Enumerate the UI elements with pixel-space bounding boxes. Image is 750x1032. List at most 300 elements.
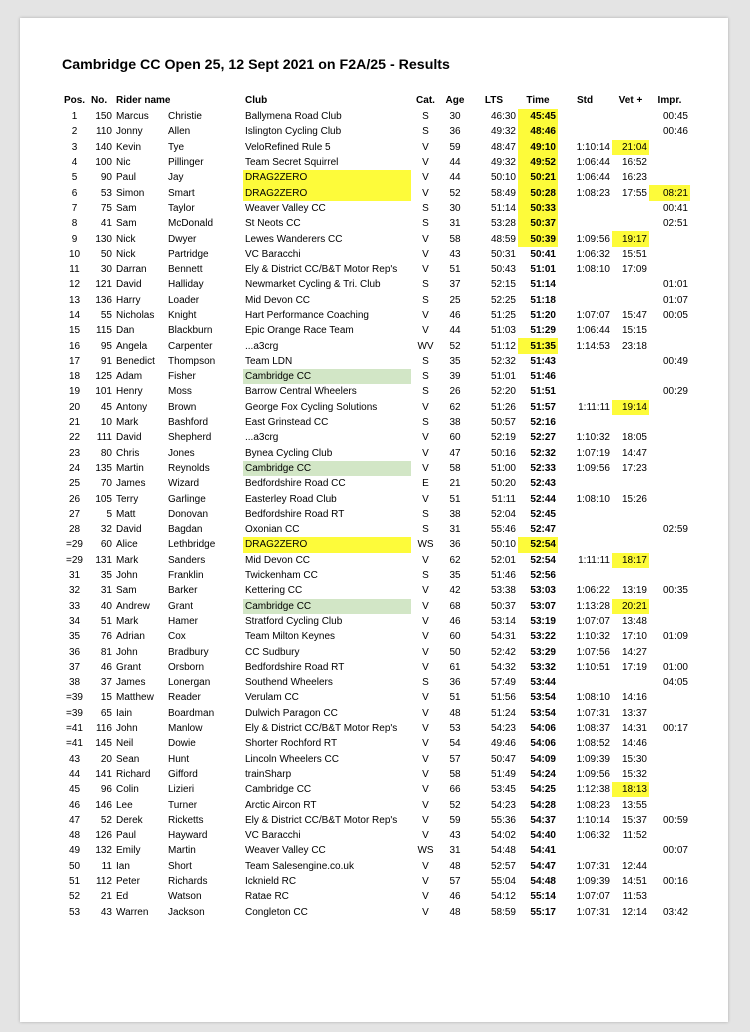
cell-pos: 1 bbox=[71, 111, 78, 123]
cell-last-name: Knight bbox=[168, 310, 197, 321]
cell-vet-plus bbox=[612, 476, 649, 491]
cell-std: 1:08:23 bbox=[576, 187, 610, 199]
cell-pos: =29 bbox=[66, 554, 83, 566]
cell-vet-plus bbox=[612, 369, 649, 384]
cell-age: 47 bbox=[449, 447, 461, 459]
header-time: Time bbox=[526, 95, 550, 106]
table-row bbox=[60, 140, 690, 155]
cell-club: Bedfordshire Road RT bbox=[245, 661, 345, 673]
table-row bbox=[60, 308, 690, 323]
cell-impr bbox=[649, 568, 690, 583]
cell-time: 54:28 bbox=[530, 799, 556, 811]
cell-club: VeloRefined Rule 5 bbox=[245, 141, 331, 153]
cell-time: 51:51 bbox=[530, 386, 556, 398]
cell-time: 54:09 bbox=[530, 753, 556, 765]
cell-pos: =39 bbox=[66, 707, 83, 719]
table-row bbox=[60, 583, 690, 598]
cell-time: 51:01 bbox=[530, 264, 556, 276]
table-row bbox=[60, 706, 690, 721]
cell-vet-plus: 13:48 bbox=[621, 615, 647, 627]
cell-vet-plus: 17:10 bbox=[621, 631, 647, 643]
cell-std: 1:08:52 bbox=[576, 738, 610, 750]
cell-pos: 33 bbox=[68, 600, 81, 612]
cell-category: V bbox=[422, 233, 429, 245]
cell-club: Ely & District CC/B&T Motor Rep's bbox=[245, 264, 398, 276]
cell-impr bbox=[649, 706, 690, 721]
cell-vet-plus: 14:46 bbox=[621, 738, 647, 750]
cell-pos: 10 bbox=[68, 248, 81, 260]
cell-age: 36 bbox=[449, 677, 461, 689]
cell-first-name: Henry bbox=[116, 386, 143, 398]
cell-category: V bbox=[422, 600, 429, 612]
cell-std: 1:06:32 bbox=[576, 830, 610, 842]
cell-lts: 49:32 bbox=[490, 126, 516, 138]
cell-club: Shorter Rochford RT bbox=[245, 738, 338, 750]
table-row bbox=[60, 537, 690, 552]
cell-last-name: Reynolds bbox=[168, 462, 210, 474]
cell-category: V bbox=[422, 615, 429, 627]
cell-number: 132 bbox=[95, 845, 112, 857]
cell-vet-plus bbox=[612, 277, 649, 292]
cell-time: 51:18 bbox=[530, 294, 556, 306]
cell-pos: 5 bbox=[71, 172, 78, 184]
cell-lts: 51:49 bbox=[490, 768, 516, 780]
cell-impr: 01:07 bbox=[662, 294, 688, 306]
cell-number: 50 bbox=[100, 248, 112, 260]
cell-time: 54:06 bbox=[530, 723, 556, 735]
table-row bbox=[60, 384, 690, 399]
cell-club: Ely & District CC/B&T Motor Rep's bbox=[245, 814, 398, 826]
cell-age: 46 bbox=[449, 891, 461, 903]
cell-age: 46 bbox=[449, 310, 461, 321]
cell-time: 52:44 bbox=[530, 493, 556, 505]
cell-time: 55:14 bbox=[530, 891, 556, 903]
cell-impr: 00:16 bbox=[662, 875, 688, 887]
cell-club: Team LDN bbox=[245, 355, 293, 367]
cell-time: 52:54 bbox=[518, 537, 558, 552]
cell-std bbox=[558, 675, 612, 690]
cell-impr bbox=[649, 859, 690, 874]
cell-last-name: Wizard bbox=[168, 478, 200, 490]
cell-impr bbox=[649, 537, 690, 552]
cell-category: S bbox=[422, 218, 429, 230]
cell-impr: 00:17 bbox=[662, 723, 688, 735]
cell-impr: 02:59 bbox=[662, 524, 688, 536]
cell-pos: 18 bbox=[68, 371, 81, 383]
cell-pos: 47 bbox=[68, 814, 81, 826]
cell-club: DRAG2ZERO bbox=[243, 185, 411, 200]
cell-age: 38 bbox=[449, 417, 461, 429]
cell-impr: 00:35 bbox=[662, 585, 688, 597]
cell-lts: 54:32 bbox=[490, 661, 516, 673]
cell-number: 105 bbox=[95, 493, 112, 505]
cell-pos: 13 bbox=[68, 294, 81, 306]
cell-vet-plus: 17:19 bbox=[621, 661, 647, 673]
cell-time: 51:20 bbox=[530, 310, 556, 321]
cell-first-name: Nicholas bbox=[116, 310, 155, 321]
cell-category: V bbox=[422, 157, 429, 169]
cell-last-name: Smart bbox=[168, 187, 195, 199]
cell-age: 42 bbox=[449, 585, 461, 597]
cell-time: 45:45 bbox=[518, 109, 558, 124]
cell-number: 35 bbox=[100, 570, 112, 582]
cell-last-name: Donovan bbox=[168, 508, 209, 520]
cell-first-name: Grant bbox=[116, 661, 142, 673]
table-row bbox=[60, 415, 690, 430]
cell-first-name: John bbox=[116, 570, 138, 582]
cell-first-name: John bbox=[116, 723, 138, 735]
table-row bbox=[60, 170, 690, 185]
cell-time: 51:43 bbox=[530, 355, 556, 367]
cell-number: 91 bbox=[100, 355, 112, 367]
cell-club: East Grinstead CC bbox=[245, 417, 329, 429]
cell-last-name: Loader bbox=[168, 294, 200, 306]
cell-age: 35 bbox=[449, 355, 461, 367]
cell-time: 52:45 bbox=[530, 508, 556, 520]
table-row bbox=[60, 446, 690, 461]
cell-age: 36 bbox=[449, 539, 461, 551]
cell-age: 48 bbox=[449, 707, 461, 719]
cell-vet-plus: 13:37 bbox=[621, 707, 647, 719]
cell-category: S bbox=[422, 355, 429, 367]
cell-vet-plus bbox=[612, 354, 649, 369]
cell-pos: 22 bbox=[68, 432, 81, 444]
cell-time: 51:35 bbox=[518, 338, 558, 353]
cell-pos: 8 bbox=[71, 218, 78, 230]
cell-impr bbox=[649, 767, 690, 782]
cell-age: 53 bbox=[449, 723, 461, 735]
cell-last-name: Halliday bbox=[168, 279, 204, 291]
table-row bbox=[60, 461, 690, 476]
cell-impr bbox=[649, 476, 690, 491]
cell-lts: 51:14 bbox=[490, 202, 516, 214]
cell-std: 1:08:37 bbox=[576, 723, 610, 735]
cell-last-name: Cox bbox=[168, 631, 186, 643]
results-table bbox=[60, 92, 690, 920]
cell-last-name: Carpenter bbox=[168, 340, 213, 352]
table-row bbox=[60, 904, 690, 919]
cell-std bbox=[558, 476, 612, 491]
cell-number: 96 bbox=[100, 784, 112, 796]
cell-pos: 24 bbox=[68, 462, 81, 474]
cell-pos: 17 bbox=[68, 355, 81, 367]
cell-category: WS bbox=[417, 539, 434, 551]
cell-std: 1:10:14 bbox=[576, 141, 610, 153]
cell-number: 101 bbox=[95, 386, 112, 398]
cell-age: 58 bbox=[449, 768, 461, 780]
cell-club: Ballymena Road Club bbox=[245, 111, 342, 123]
cell-impr bbox=[649, 140, 690, 155]
cell-time: 54:47 bbox=[530, 860, 556, 872]
cell-first-name: Nick bbox=[116, 233, 136, 245]
cell-std: 1:06:22 bbox=[576, 585, 610, 597]
cell-club: Mid Devon CC bbox=[245, 294, 311, 306]
cell-number: 10 bbox=[100, 417, 112, 429]
cell-age: 44 bbox=[449, 325, 461, 337]
cell-age: 30 bbox=[449, 111, 461, 123]
table-row bbox=[60, 323, 690, 338]
cell-category: S bbox=[422, 386, 429, 398]
cell-age: 25 bbox=[449, 294, 461, 306]
cell-age: 66 bbox=[449, 784, 461, 796]
cell-first-name: Simon bbox=[116, 187, 145, 199]
cell-number: 112 bbox=[96, 875, 112, 887]
cell-age: 58 bbox=[449, 233, 461, 245]
cell-std bbox=[558, 369, 612, 384]
cell-age: 58 bbox=[449, 462, 461, 474]
cell-number: 81 bbox=[100, 646, 112, 658]
cell-impr bbox=[649, 690, 690, 705]
cell-number: 55 bbox=[100, 310, 112, 321]
table-row bbox=[60, 338, 690, 353]
cell-age: 43 bbox=[449, 248, 461, 260]
cell-number: 121 bbox=[95, 279, 112, 291]
cell-last-name: Lizieri bbox=[168, 784, 195, 796]
cell-std: 1:09:39 bbox=[576, 875, 610, 887]
cell-number: 51 bbox=[100, 615, 112, 627]
cell-std: 1:07:07 bbox=[576, 891, 610, 903]
cell-impr bbox=[649, 415, 690, 430]
cell-pos: 19 bbox=[68, 386, 81, 398]
cell-category: S bbox=[422, 677, 429, 689]
cell-impr: 08:21 bbox=[649, 185, 690, 200]
cell-club: Lewes Wanderers CC bbox=[245, 233, 343, 245]
cell-std: 1:14:53 bbox=[576, 340, 610, 352]
cell-number: 15 bbox=[100, 692, 112, 704]
cell-age: 46 bbox=[449, 615, 461, 627]
cell-first-name: Richard bbox=[116, 768, 151, 780]
cell-category: V bbox=[422, 875, 429, 887]
cell-age: 52 bbox=[449, 799, 461, 811]
table-row bbox=[60, 201, 690, 216]
cell-pos: 21 bbox=[68, 417, 81, 429]
cell-std: 1:08:10 bbox=[576, 264, 610, 276]
cell-category: V bbox=[422, 830, 429, 842]
cell-pos: 50 bbox=[68, 860, 81, 872]
cell-impr bbox=[649, 247, 690, 262]
cell-impr bbox=[649, 614, 690, 629]
cell-number: 65 bbox=[100, 707, 112, 719]
cell-std: 1:10:51 bbox=[576, 661, 610, 673]
cell-pos: 37 bbox=[68, 661, 81, 673]
cell-category: V bbox=[422, 646, 429, 658]
cell-last-name: Jackson bbox=[168, 906, 205, 918]
cell-first-name: Mark bbox=[116, 615, 139, 627]
cell-last-name: Jay bbox=[168, 172, 184, 184]
cell-age: 61 bbox=[449, 661, 461, 673]
cell-lts: 50:10 bbox=[490, 172, 516, 184]
cell-time: 54:37 bbox=[530, 814, 556, 826]
cell-pos: 9 bbox=[71, 233, 78, 245]
cell-impr bbox=[649, 736, 690, 751]
cell-std: 1:11:11 bbox=[578, 554, 610, 566]
cell-number: 20 bbox=[100, 753, 112, 765]
cell-lts: 54:12 bbox=[490, 891, 516, 903]
cell-last-name: Richards bbox=[168, 875, 208, 887]
cell-vet-plus: 15:30 bbox=[621, 753, 647, 765]
cell-std: 1:10:14 bbox=[576, 814, 610, 826]
cell-lts: 46:30 bbox=[490, 111, 516, 123]
cell-last-name: Hunt bbox=[168, 753, 190, 765]
cell-category: V bbox=[422, 738, 429, 750]
cell-vet-plus bbox=[612, 124, 649, 139]
cell-std: 1:09:56 bbox=[576, 462, 610, 474]
cell-time: 53:44 bbox=[530, 677, 556, 689]
cell-category: V bbox=[422, 860, 429, 872]
cell-number: 95 bbox=[100, 340, 112, 352]
cell-vet-plus: 18:13 bbox=[612, 782, 649, 797]
cell-std bbox=[558, 537, 612, 552]
cell-age: 36 bbox=[449, 126, 461, 138]
cell-first-name: Marcus bbox=[116, 111, 149, 123]
cell-last-name: Thompson bbox=[168, 355, 216, 367]
cell-time: 53:54 bbox=[530, 707, 556, 719]
cell-impr: 00:49 bbox=[662, 355, 688, 367]
cell-club: Cambridge CC bbox=[243, 461, 411, 476]
table-row bbox=[60, 354, 690, 369]
cell-std bbox=[558, 507, 612, 522]
cell-vet-plus: 20:21 bbox=[612, 599, 649, 614]
cell-std: 1:08:23 bbox=[576, 799, 610, 811]
cell-time: 53:19 bbox=[530, 615, 556, 627]
cell-age: 44 bbox=[449, 172, 461, 184]
header-age: Age bbox=[445, 95, 465, 106]
table-row bbox=[60, 155, 690, 170]
cell-vet-plus: 17:55 bbox=[621, 187, 647, 199]
cell-club: Verulam CC bbox=[245, 692, 299, 704]
cell-number: 40 bbox=[100, 600, 112, 612]
cell-time: 53:29 bbox=[530, 646, 556, 658]
table-row bbox=[60, 231, 690, 246]
cell-age: 44 bbox=[449, 157, 461, 169]
cell-number: 41 bbox=[100, 218, 112, 230]
cell-club: Epic Orange Race Team bbox=[245, 325, 354, 337]
cell-impr bbox=[649, 782, 690, 797]
cell-time: 49:52 bbox=[518, 155, 558, 170]
cell-last-name: Pillinger bbox=[168, 157, 204, 169]
cell-age: 50 bbox=[449, 646, 461, 658]
cell-first-name: Martin bbox=[116, 462, 144, 474]
table-row bbox=[60, 476, 690, 491]
cell-pos: 16 bbox=[68, 340, 81, 352]
cell-last-name: Watson bbox=[168, 891, 202, 903]
cell-club: VC Baracchi bbox=[245, 830, 301, 842]
cell-last-name: Hamer bbox=[168, 615, 199, 627]
cell-std: 1:10:32 bbox=[576, 631, 610, 643]
cell-vet-plus: 14:27 bbox=[621, 646, 647, 658]
cell-number: 125 bbox=[95, 371, 112, 383]
cell-pos: 52 bbox=[68, 891, 81, 903]
cell-vet-plus bbox=[612, 415, 649, 430]
cell-time: 53:07 bbox=[530, 600, 556, 612]
cell-first-name: Neil bbox=[116, 738, 134, 750]
cell-last-name: Boardman bbox=[168, 707, 215, 719]
cell-number: 126 bbox=[95, 830, 112, 842]
cell-pos: 12 bbox=[68, 279, 81, 291]
cell-time: 51:57 bbox=[530, 401, 556, 413]
cell-impr: 01:01 bbox=[662, 279, 688, 291]
cell-last-name: Garlinge bbox=[168, 493, 206, 505]
cell-last-name: Christie bbox=[168, 111, 202, 123]
cell-age: 57 bbox=[449, 875, 461, 887]
cell-club: Oxonian CC bbox=[245, 524, 300, 536]
cell-category: S bbox=[422, 371, 429, 383]
cell-last-name: McDonald bbox=[168, 218, 214, 230]
cell-vet-plus: 13:55 bbox=[621, 799, 647, 811]
header-cat: Cat. bbox=[416, 95, 435, 106]
cell-lts: 52:32 bbox=[490, 355, 516, 367]
cell-lts: 50:31 bbox=[490, 248, 516, 260]
cell-club: Dulwich Paragon CC bbox=[245, 707, 338, 719]
cell-lts: 52:15 bbox=[490, 279, 516, 291]
cell-vet-plus: 15:51 bbox=[621, 248, 647, 260]
cell-pos: 49 bbox=[68, 845, 81, 857]
cell-first-name: Matthew bbox=[116, 692, 154, 704]
cell-first-name: Lee bbox=[116, 799, 133, 811]
cell-impr bbox=[649, 491, 690, 506]
cell-age: 39 bbox=[449, 371, 461, 383]
cell-club: Kettering CC bbox=[245, 585, 303, 597]
table-row bbox=[60, 553, 690, 568]
cell-club: DRAG2ZERO bbox=[243, 170, 411, 185]
cell-vet-plus: 14:51 bbox=[621, 875, 647, 887]
cell-lts: 51:01 bbox=[490, 371, 516, 383]
cell-pos: 3 bbox=[71, 141, 78, 153]
cell-pos: 6 bbox=[71, 187, 78, 199]
cell-lts: 54:48 bbox=[490, 845, 516, 857]
cell-std: 1:11:11 bbox=[578, 401, 610, 413]
cell-vet-plus: 14:16 bbox=[621, 692, 647, 704]
cell-time: 50:37 bbox=[518, 216, 558, 231]
cell-age: 48 bbox=[449, 906, 461, 918]
cell-std bbox=[558, 568, 612, 583]
cell-time: 52:16 bbox=[530, 417, 556, 429]
cell-vet-plus bbox=[612, 109, 649, 124]
cell-pos: 27 bbox=[68, 508, 81, 520]
cell-lts: 50:43 bbox=[490, 264, 516, 276]
cell-lts: 50:20 bbox=[490, 478, 516, 490]
cell-pos: 48 bbox=[68, 830, 81, 842]
cell-category: V bbox=[422, 906, 429, 918]
cell-std bbox=[558, 124, 612, 139]
cell-lts: 51:25 bbox=[490, 310, 516, 321]
cell-vet-plus bbox=[612, 675, 649, 690]
cell-first-name: Andrew bbox=[116, 600, 150, 612]
cell-lts: 51:56 bbox=[490, 692, 516, 704]
cell-number: 140 bbox=[95, 141, 112, 153]
cell-category: S bbox=[422, 570, 429, 582]
table-row bbox=[60, 859, 690, 874]
cell-lts: 53:14 bbox=[490, 615, 516, 627]
cell-std bbox=[558, 216, 612, 231]
cell-first-name: Antony bbox=[116, 401, 148, 413]
cell-lts: 50:10 bbox=[490, 539, 516, 551]
cell-lts: 53:45 bbox=[490, 784, 516, 796]
header-impr: Impr. bbox=[657, 95, 682, 106]
cell-club: Bedfordshire Road RT bbox=[245, 508, 345, 520]
cell-vet-plus: 16:52 bbox=[621, 157, 647, 169]
cell-last-name: Taylor bbox=[168, 202, 195, 214]
cell-number: 90 bbox=[100, 172, 112, 184]
cell-time: 52:54 bbox=[530, 554, 556, 566]
cell-age: 30 bbox=[449, 202, 461, 214]
table-row bbox=[60, 782, 690, 797]
cell-age: 68 bbox=[449, 600, 461, 612]
cell-category: V bbox=[422, 585, 429, 597]
cell-category: V bbox=[422, 723, 429, 735]
cell-first-name: Terry bbox=[116, 493, 139, 505]
cell-std: 1:07:31 bbox=[576, 906, 610, 918]
